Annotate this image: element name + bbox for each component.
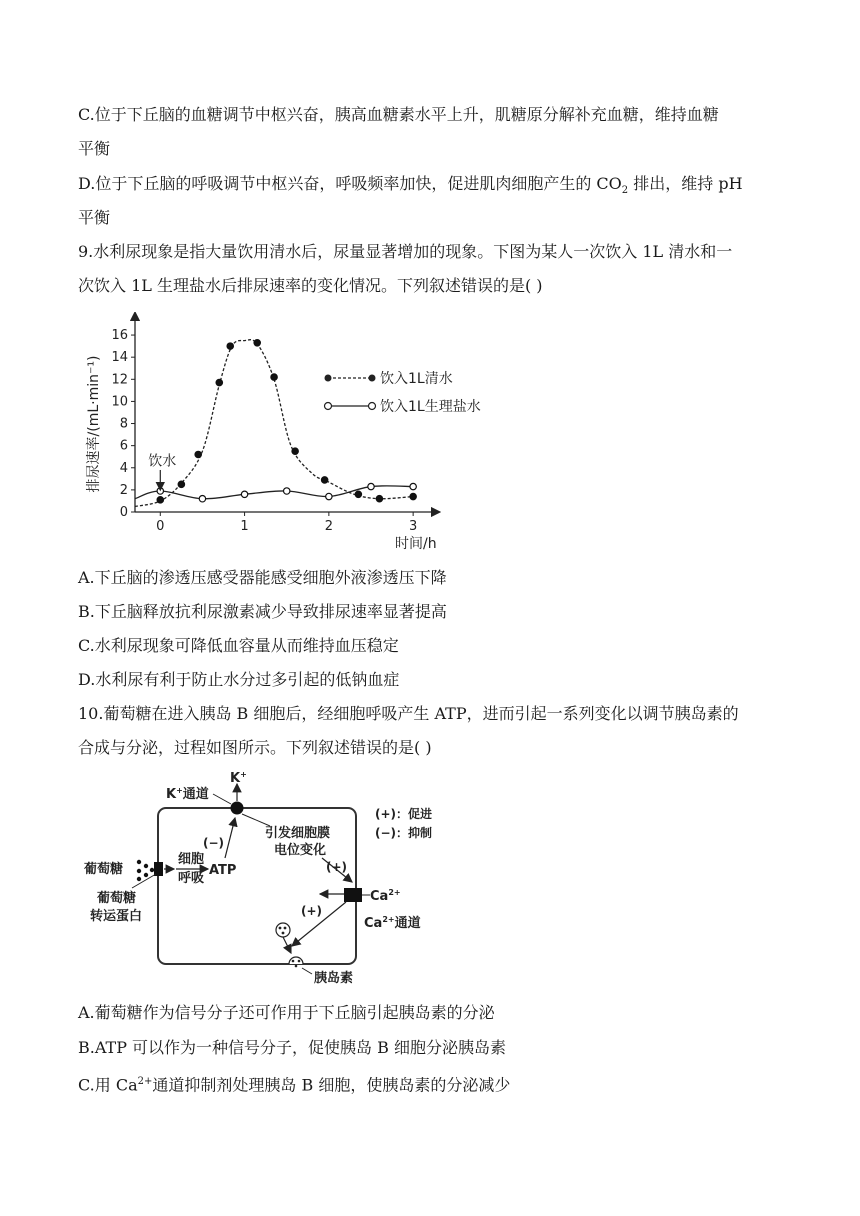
series-point-0: [254, 340, 260, 346]
promote-sign-1: (+): [326, 860, 348, 874]
series-point-1: [326, 493, 332, 499]
promote-sign-2: (+): [301, 904, 323, 918]
urine-rate-chart: [80, 312, 520, 562]
k-ion-label: K+: [230, 770, 247, 786]
y-tick-label: 0: [119, 505, 128, 520]
y-tick-label: 4: [119, 460, 128, 476]
series-point-0: [376, 496, 382, 502]
series-point-1: [157, 488, 163, 494]
series-line-0: [135, 340, 413, 507]
series-point-0: [410, 493, 416, 499]
series-point-0: [355, 491, 361, 497]
y-tick-label: 6: [119, 438, 128, 454]
y-tick-label: 2: [119, 482, 128, 498]
q9-stem-line1: 9.水利尿现象是指大量饮用清水后，尿量显著增加的现象。下图为某人一次饮入 1L 清水和一: [78, 242, 733, 261]
trigger-label-1: 引发细胞膜: [265, 826, 331, 841]
ca-channel: [344, 888, 362, 902]
series-point-0: [157, 497, 163, 503]
y-tick-label: 16: [111, 328, 128, 344]
chart-svg: [80, 312, 520, 562]
series-point-0: [216, 379, 222, 385]
series-point-0: [178, 481, 184, 487]
x-tick-label: 0: [156, 519, 165, 534]
transporter-label-2: 转运蛋白: [90, 909, 143, 924]
glucose-label: 葡萄糖: [84, 862, 124, 877]
q8-option-d-line1: D.位于下丘脑的呼吸调节中枢兴奋，呼吸频率加快，促进肌肉细胞产生的 $CO_2$ 排出，维持 pH: [78, 174, 743, 197]
islet-b-cell-diagram: [80, 770, 460, 990]
series-point-1: [284, 488, 290, 494]
x-tick-label: 1: [240, 519, 249, 534]
insulin-label: 胰岛素: [314, 971, 354, 986]
q9-option-c: C.水利尿现象可降低血容量从而维持血压稳定: [78, 636, 399, 655]
drink-annotation: 饮水: [148, 453, 177, 470]
series-point-1: [241, 491, 247, 497]
y-axis-label: 排尿速率/(mL·min⁻¹): [86, 355, 102, 493]
x-axis-label: 时间/h: [395, 536, 437, 552]
q10-stem-line1: 10.葡萄糖在进入胰岛 B 细胞后，经细胞呼吸产生 ATP，进而引起一系列变化以调节胰岛素的: [78, 704, 739, 723]
series-point-1: [368, 483, 374, 489]
y-tick-label: 10: [111, 394, 128, 410]
atp-label: ATP: [209, 863, 237, 878]
series-point-0: [195, 451, 201, 457]
x-tick-label: 3: [409, 519, 418, 534]
q9-option-d: D.水利尿有利于防止水分过多引起的低钠血症: [78, 670, 400, 689]
q10-option-b: B.ATP 可以作为一种信号分子，促使胰岛 B 细胞分泌胰岛素: [78, 1038, 506, 1057]
inhibit-sign: (−): [203, 836, 225, 850]
cell-diagram-svg: [80, 770, 460, 990]
series-point-1: [199, 496, 205, 502]
series-point-0: [321, 477, 327, 483]
insulin-vesicle: [276, 923, 290, 937]
legend: [325, 370, 481, 415]
y-tick-label: 8: [119, 416, 128, 432]
transporter-label-1: 葡萄糖: [97, 891, 137, 906]
series-point-0: [227, 343, 233, 349]
x-tick-label: 2: [324, 519, 333, 534]
k-channel: [231, 802, 244, 815]
y-tick-label: 14: [111, 350, 128, 366]
q8-option-c-line2: 平衡: [78, 139, 111, 158]
q9-stem-line2: 次饮入 1L 生理盐水后排尿速率的变化情况。下列叙述错误的是( ): [78, 276, 543, 295]
exocytosis: [289, 957, 303, 964]
q8-option-c-line1: C.位于下丘脑的血糖调节中枢兴奋，胰高血糖素水平上升，肌糖原分解补充血糖，维持血糖: [78, 105, 719, 124]
glucose-dots: [137, 860, 154, 881]
legend-water: 饮入1L清水: [380, 371, 453, 387]
y-tick-label: 12: [111, 372, 128, 388]
q10-option-a: A.葡萄糖作为信号分子还可作用于下丘脑引起胰岛素的分泌: [78, 1003, 495, 1022]
k-channel-label: K+通道: [166, 786, 209, 802]
series-point-0: [271, 374, 277, 380]
q10-option-c: C.用 $Ca^{2+}$通道抑制剂处理胰岛 B 细胞，使胰岛素的分泌减少: [78, 1075, 511, 1095]
trigger-label-2: 电位变化: [274, 843, 327, 858]
q10-stem-line2: 合成与分泌，过程如图所示。下列叙述错误的是( ): [78, 738, 432, 757]
ca-channel-label: $Ca^{2+}$通道: [364, 915, 421, 931]
series-point-0: [292, 448, 298, 454]
legend-promote: (+)：促进: [375, 807, 433, 821]
respiration-label-2: 呼吸: [178, 871, 205, 886]
respiration-label-1: 细胞: [178, 852, 205, 867]
legend-saline: 饮入1L生理盐水: [380, 399, 481, 415]
q9-option-a: A.下丘脑的渗透压感受器能感受细胞外液渗透压下降: [78, 568, 447, 587]
q8-option-d-line2: 平衡: [78, 208, 111, 227]
series-point-1: [410, 483, 416, 489]
q9-option-b: B.下丘脑释放抗利尿激素减少导致排尿速率显著提高: [78, 602, 447, 621]
legend-inhibit: (−)：抑制: [375, 826, 433, 840]
ca-ion-label: $Ca^{2+}$: [370, 888, 401, 904]
